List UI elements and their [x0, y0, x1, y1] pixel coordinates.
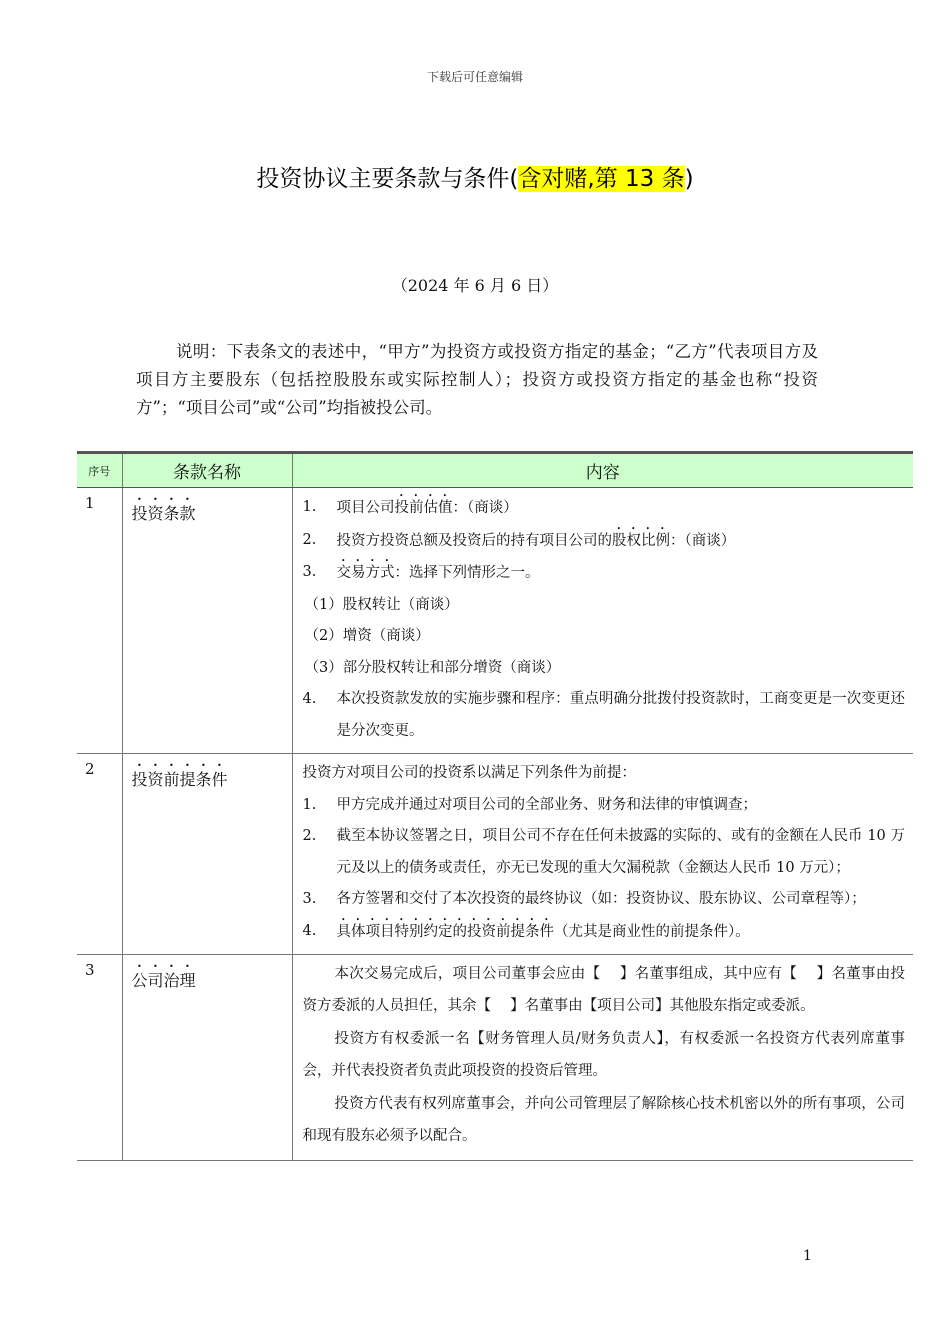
clause-paragraph: 投资方有权委派一名【财务管理人员/财务负责人】，有权委派一名投资方代表列席董事会，并代表投资者负责此项投资的投资后管理。: [302, 1031, 905, 1079]
clauses-table: [77, 451, 913, 1161]
item-text-part: ：（商谈）: [452, 500, 518, 516]
sub-option: （1）股权转让（商谈）: [304, 596, 459, 613]
clause-name: [122, 955, 292, 1161]
item-number: 3.: [302, 564, 317, 580]
item-text-part: 项目公司: [336, 500, 395, 516]
item-text-part: （尤其是商业性的前提条件）。: [554, 923, 750, 940]
clause-name-text: 公司治理: [131, 971, 196, 990]
table-row: [77, 754, 913, 955]
list-item: [303, 821, 906, 884]
table-header-row: [77, 453, 913, 488]
intro-paragraph: 说明：下表条文的表述中，“甲方”为投资方或投资方指定的基金；“乙方”代表项目方及项目方主要股东（包括控股股东或实际控制人）；投资方或投资方指定的基金也称“投资方”；“项目公司”或“公司”均指被投公司。: [136, 342, 818, 417]
sub-option: （2）增资（商谈）: [304, 628, 430, 644]
header-seq: 序号: [77, 453, 122, 488]
item-text: 本次投资款发放的实施步骤和程序：重点明确分批拨付投资款时，工商变更是一次变更还是分次变更。: [336, 691, 905, 739]
item-emphasis: 投前估值: [394, 500, 453, 516]
item-text-part: ：（商谈）: [670, 532, 736, 549]
item-number: 4.: [302, 922, 317, 939]
clause-content: [292, 955, 913, 1161]
list-item: [303, 684, 906, 747]
list-item: [303, 492, 906, 525]
item-text: [337, 525, 906, 558]
item-text: [337, 492, 906, 525]
list-item: [303, 916, 906, 949]
clause-content: [292, 488, 913, 754]
item-number: 1.: [302, 796, 317, 813]
item-text: 甲方完成并通过对项目公司的全部业务、财务和法律的审慎调查；: [336, 796, 757, 813]
item-text: [337, 557, 906, 590]
row-number: 2: [77, 754, 122, 955]
clause-content: [292, 754, 913, 955]
clause-name-text: 投资条款: [131, 504, 196, 523]
clause-lead: 投资方对项目公司的投资系以满足下列条件为前提：: [302, 765, 636, 781]
title-close: ): [684, 166, 694, 192]
clause-paragraph: 本次交易完成后，项目公司董事会应由【 】名董事组成，其中应有【 】名董事由投资方委派的人员担任，其余【 】名董事由【项目公司】其他股东指定或委派。: [302, 966, 905, 1014]
page-number: 1: [803, 1248, 812, 1264]
clause-name-text: 投资前提条件: [131, 770, 228, 789]
list-item: [303, 557, 906, 590]
row-number: 3: [77, 955, 122, 1161]
item-emphasis: 交易方式: [336, 565, 395, 581]
clause-paragraph: 投资方代表有权列席董事会，并向公司管理层了解除核心技术机密以外的所有事项，公司和现有股东必须予以配合。: [302, 1096, 905, 1144]
item-number: 1.: [302, 499, 317, 515]
item-emphasis: 股权比例: [612, 532, 670, 549]
table-row: [77, 955, 913, 1161]
list-item: [303, 884, 906, 916]
item-text-part: 投资方投资总额及投资后的持有项目公司的: [336, 532, 612, 549]
header-content: 内容: [292, 453, 913, 488]
header-note: 下载后可任意编辑: [426, 70, 523, 84]
document-title: [0, 160, 950, 193]
title-highlight: 含对赌,第 13 条: [518, 166, 685, 192]
item-text: [337, 916, 906, 949]
item-number: 2.: [302, 828, 317, 844]
item-emphasis: 具体项目特别约定的投资前提条件: [336, 923, 554, 940]
list-item: [303, 790, 906, 822]
list-item: [303, 525, 906, 558]
row-number: 1: [77, 488, 122, 754]
item-number: 4.: [302, 691, 317, 707]
item-number: 3.: [302, 891, 317, 907]
document-date: （2024 年 6 月 6 日）: [391, 276, 559, 295]
clause-name: [122, 754, 292, 955]
item-number: 2.: [302, 531, 317, 548]
sub-option: （3）部分股权转让和部分增资（商谈）: [304, 659, 561, 676]
header-clause-name: 条款名称: [122, 453, 292, 488]
table-row: [77, 488, 913, 754]
item-text: 各方签署和交付了本次投资的最终协议（如：投资协议、股东协议、公司章程等）；: [336, 891, 866, 907]
item-text-part: ：选择下列情形之一。: [394, 565, 540, 581]
title-main: 投资协议主要条款与条件(: [256, 166, 519, 192]
item-text: 截至本协议签署之日，项目公司不存在任何未披露的实际的、或有的金额在人民币 10 万元及以上的债务或责任，亦无已发现的重大欠漏税款（金额达人民币 10 万元）；: [336, 828, 905, 876]
clause-name: [122, 488, 292, 754]
